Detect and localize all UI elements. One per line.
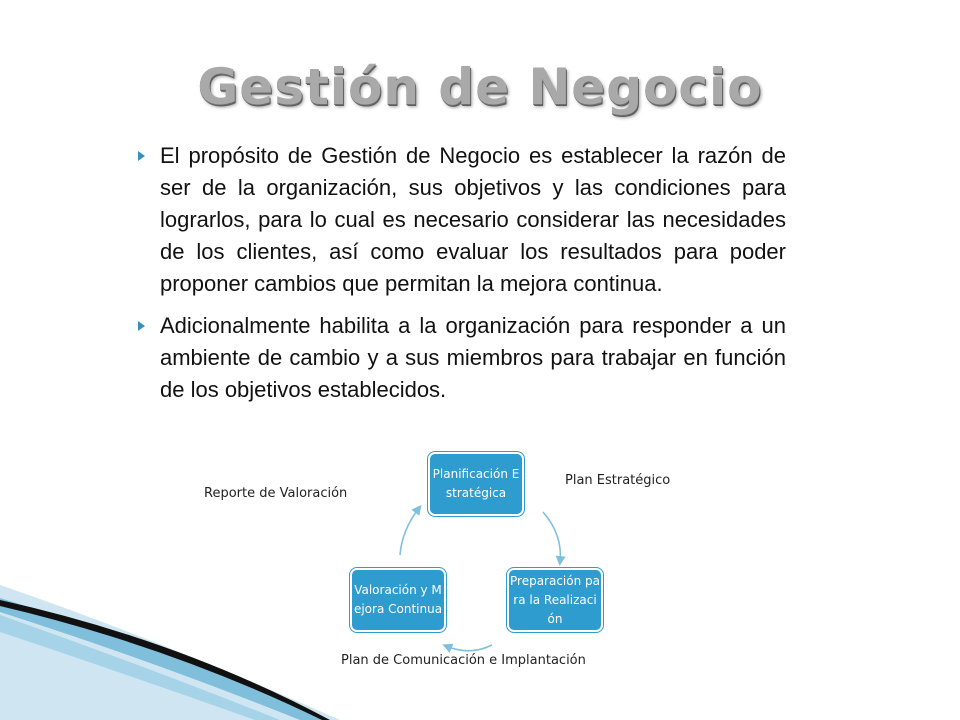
bullet-item — [160, 310, 786, 406]
bullet-item — [160, 140, 786, 300]
cycle-node-label: Valoración y Mejora Continua — [353, 583, 443, 616]
cycle-node-evaluation — [350, 568, 446, 632]
cycle-node-label: Preparación para la Realización — [510, 573, 600, 626]
corner-swoosh — [0, 585, 340, 720]
bullet-list — [160, 140, 786, 416]
label-plan-estrategico: Plan Estratégico — [565, 473, 671, 488]
arrow-plan-to-prep — [543, 512, 560, 562]
triangle-bullet-icon — [138, 321, 145, 331]
label-reporte-valoracion: Reporte de Valoración — [204, 486, 348, 501]
cycle-node-preparation — [507, 568, 603, 632]
label-plan-comunicacion: Plan de Comunicación e Implantación — [341, 653, 586, 668]
slide-title: Gestión de Negocio — [197, 58, 763, 116]
arrow-eval-to-plan — [400, 508, 419, 555]
cycle-node-planning — [428, 452, 524, 516]
arrow-prep-to-eval — [446, 645, 492, 651]
bullet-text: El propósito de Gestión de Negocio es establecer la razón de ser de la organización, sus objetivos y las condiciones para lograrlos, para lo cual es necesario considerar las necesidades de los clientes, así como evaluar los resultados para poder proponer cambios que permitan la mejora continua. — [160, 143, 786, 296]
bullet-text: Adicionalmente habilita a la organización para responder a un ambiente de cambio y a sus miembros para trabajar en función de los objetivos establecidos. — [160, 313, 786, 402]
cycle-node-label: Planificación Estratégica — [432, 467, 520, 500]
triangle-bullet-icon — [138, 151, 145, 161]
